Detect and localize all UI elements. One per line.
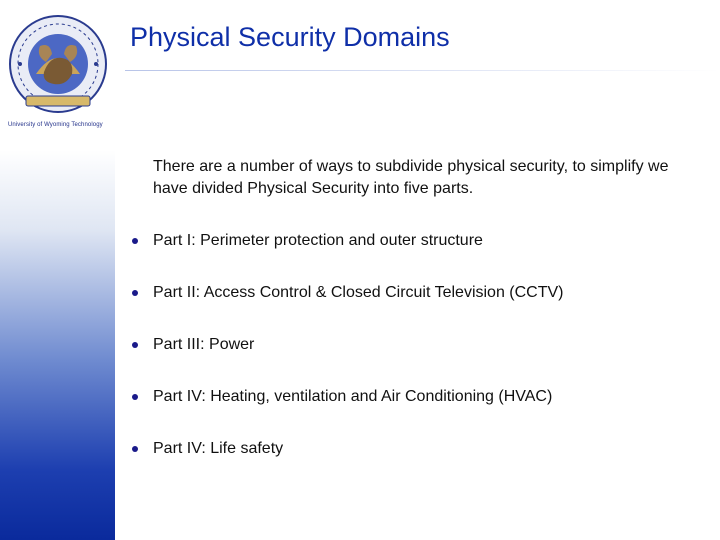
list-item-label: Part III: Power bbox=[153, 336, 255, 353]
logo-caption: University of Wyoming Technology bbox=[8, 122, 103, 128]
bullet-icon bbox=[132, 290, 138, 296]
seal-logo-icon bbox=[6, 12, 110, 124]
intro-paragraph: There are a number of ways to subdivide physical security, to simplify we have divided Physical Security into five parts. bbox=[153, 158, 669, 197]
list-item-label: Part IV: Life safety bbox=[153, 440, 284, 457]
bullet-icon bbox=[132, 446, 138, 452]
bullet-icon bbox=[132, 238, 138, 244]
title-divider bbox=[125, 70, 720, 71]
list-item-label: Part I: Perimeter protection and outer structure bbox=[153, 232, 483, 249]
bullet-icon bbox=[132, 342, 138, 348]
list-item-label: Part IV: Heating, ventilation and Air Conditioning (HVAC) bbox=[153, 388, 553, 405]
list-item-label: Part II: Access Control & Closed Circuit Television (CCTV) bbox=[153, 284, 564, 301]
bullet-icon bbox=[132, 394, 138, 400]
page-title: Physical Security Domains bbox=[130, 22, 450, 52]
